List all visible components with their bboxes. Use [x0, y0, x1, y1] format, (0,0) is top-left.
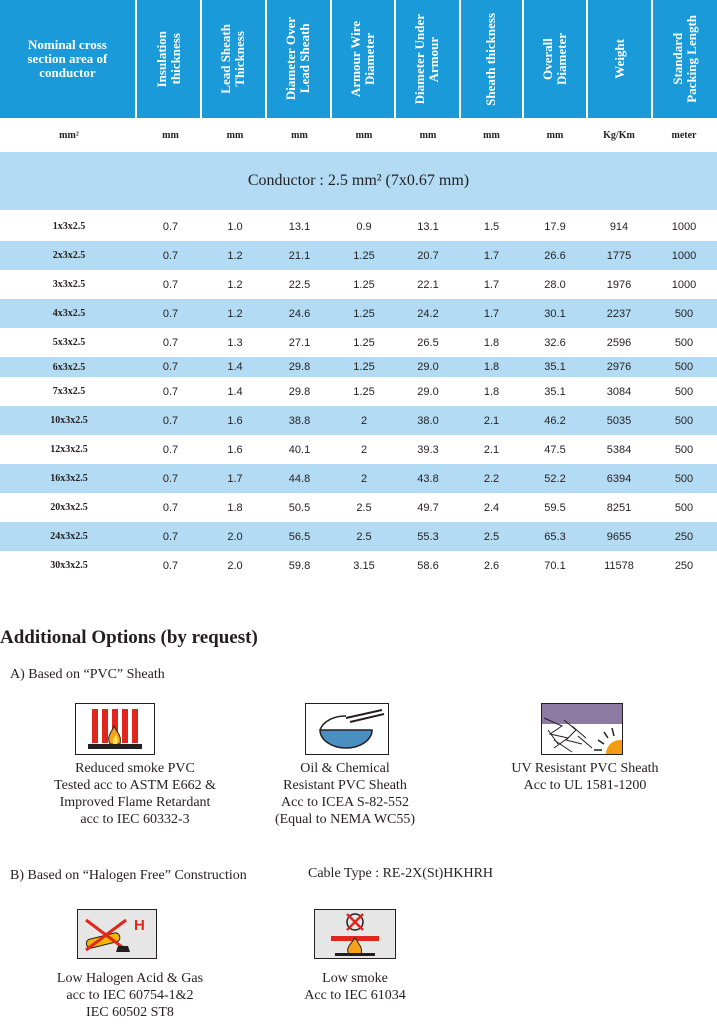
- table-cell: 250: [674, 530, 694, 543]
- oil-chemical-icon: [305, 703, 389, 755]
- table-cell: 2.4: [483, 501, 500, 514]
- table-row: [0, 377, 717, 406]
- hf-caption-1: Low Halogen Acid & Gas acc to IEC 60754-1&2 IEC 60502 ST8: [56, 971, 204, 1020]
- unit-cell: mm²: [59, 129, 79, 141]
- table-cell: 1.5: [483, 220, 500, 233]
- table-cell: 1.2: [227, 307, 243, 320]
- table-cell: 1.0: [227, 220, 243, 233]
- unit-cell: mm: [162, 129, 179, 141]
- table-cell: 1.25: [353, 307, 375, 320]
- table-row: [0, 270, 717, 299]
- table-cell: 38.8: [288, 414, 311, 427]
- table-cell: 2.5: [483, 530, 500, 543]
- table-cell: 58.6: [417, 559, 439, 572]
- table-cell: 2: [360, 472, 368, 485]
- units-row: [0, 118, 717, 152]
- table-cell: 49.7: [417, 501, 439, 514]
- table-cell: 2.0: [227, 559, 243, 572]
- table-row: [0, 328, 717, 357]
- table-cell: 1.4: [227, 385, 243, 398]
- row-label: 1x3x2.5: [52, 221, 86, 232]
- table-cell: 0.7: [162, 307, 179, 320]
- table-cell: 500: [674, 385, 694, 398]
- row-label: 2x3x2.5: [52, 250, 86, 261]
- table-cell: 6394: [606, 472, 632, 485]
- table-cell: 26.6: [544, 249, 566, 262]
- row-label: 16x3x2.5: [50, 473, 88, 484]
- table-cell: 500: [674, 443, 694, 456]
- cable-type: Cable Type : RE-2X(St)HKHRH: [308, 866, 494, 881]
- table-row: [0, 357, 717, 377]
- table-cell: 32.6: [544, 336, 566, 349]
- table-cell: 29.0: [417, 385, 439, 398]
- options-title: Additional Options (by request): [0, 627, 258, 648]
- table-cell: 0.7: [162, 443, 179, 456]
- table-cell: 29.0: [417, 361, 439, 373]
- table-cell: 500: [674, 472, 694, 485]
- table-cell: 2237: [606, 307, 632, 320]
- low-halogen-icon: [77, 909, 157, 959]
- hf-heading: B) Based on “Halogen Free” Construction: [10, 868, 247, 883]
- table-cell: 24.6: [288, 307, 311, 320]
- table-cell: 500: [674, 336, 694, 349]
- table-cell: 1.8: [483, 336, 500, 349]
- table-cell: 0.7: [162, 249, 179, 262]
- table-cell: 5035: [606, 414, 632, 427]
- table-cell: 2.5: [356, 501, 372, 514]
- table-cell: 1.2: [227, 249, 243, 262]
- table-row: [0, 299, 717, 328]
- table-cell: 0.7: [162, 472, 179, 485]
- table-cell: 1976: [606, 278, 632, 291]
- table-cell: 2.1: [483, 414, 500, 427]
- table-cell: 24.2: [417, 307, 439, 320]
- table-cell: 29.8: [288, 385, 311, 398]
- table-row: [0, 464, 717, 493]
- table-cell: 50.5: [288, 501, 311, 514]
- table-cell: 1.8: [483, 385, 500, 398]
- table-cell: 500: [674, 501, 694, 514]
- pvc-caption-3: UV Resistant PVC Sheath Acc to UL 1581-1200: [511, 761, 659, 793]
- table-cell: 20.7: [417, 249, 439, 262]
- table-cell: 1.7: [483, 249, 500, 262]
- table-cell: 2596: [606, 336, 632, 349]
- table-cell: 1.7: [227, 472, 243, 485]
- table-cell: 500: [674, 361, 694, 373]
- table-row: [0, 212, 717, 241]
- table-cell: 2.1: [483, 443, 500, 456]
- table-cell: 55.3: [417, 530, 439, 543]
- table-cell: 250: [674, 559, 694, 572]
- row-label: 4x3x2.5: [52, 308, 86, 319]
- table-cell: 2976: [606, 361, 632, 373]
- table-cell: 28.0: [544, 278, 566, 291]
- table-cell: 44.8: [288, 472, 311, 485]
- table-cell: 1.25: [353, 385, 375, 398]
- table-cell: 9655: [606, 530, 632, 543]
- table-cell: 3084: [606, 385, 632, 398]
- header-armour-wire-diameter: Armour Wire Diameter: [332, 0, 394, 118]
- row-label: 24x3x2.5: [50, 531, 88, 542]
- table-cell: 26.5: [417, 336, 439, 349]
- unit-cell: mm: [546, 129, 564, 141]
- table-row: [0, 435, 717, 464]
- table-body: [0, 212, 717, 580]
- table-cell: 29.8: [288, 361, 311, 373]
- row-label: 20x3x2.5: [50, 502, 88, 513]
- row-label: 12x3x2.5: [50, 444, 88, 455]
- table-cell: 500: [674, 414, 694, 427]
- header-lead-sheath-thickness: Lead Sheath Thickness: [202, 0, 264, 118]
- table-cell: 17.9: [544, 220, 566, 233]
- row-label: 5x3x2.5: [52, 337, 86, 348]
- table-cell: 1.6: [227, 414, 243, 427]
- table-cell: 0.7: [162, 385, 179, 398]
- unit-cell: mm: [291, 129, 308, 141]
- table-cell: 70.1: [544, 559, 566, 572]
- table-cell: 1.25: [353, 361, 375, 373]
- table-cell: 0.7: [162, 278, 179, 291]
- table-cell: 5384: [606, 443, 632, 456]
- table-row: [0, 241, 717, 270]
- table-cell: 2.6: [483, 559, 500, 572]
- table-cell: 56.5: [288, 530, 311, 543]
- low-smoke-icon: [314, 909, 396, 959]
- unit-cell: mm: [226, 129, 244, 141]
- flame-retardant-icon: [75, 703, 155, 755]
- table-cell: 0.7: [162, 220, 179, 233]
- table-header: [0, 0, 717, 118]
- header-nominal-cross-section: Nominal cross section area of conductor: [0, 0, 135, 118]
- table-cell: 0.9: [356, 220, 372, 233]
- table-cell: 2.5: [356, 530, 372, 543]
- table-row: [0, 493, 717, 522]
- table-cell: 35.1: [544, 361, 566, 373]
- table-cell: 500: [674, 307, 694, 320]
- uv-resistant-icon: [541, 703, 623, 755]
- table-cell: 1.25: [353, 278, 375, 291]
- table-cell: 35.1: [544, 385, 566, 398]
- unit-cell: Kg/Km: [603, 129, 635, 141]
- table-cell: 59.8: [288, 559, 311, 572]
- table-cell: 40.1: [288, 443, 311, 456]
- table-cell: 52.2: [544, 472, 566, 485]
- table-cell: 1000: [671, 249, 697, 262]
- unit-cell: mm: [355, 129, 373, 141]
- table-cell: 1775: [606, 249, 632, 262]
- table-cell: 1.8: [483, 361, 500, 373]
- table-cell: 47.5: [544, 443, 566, 456]
- table-cell: 2: [360, 443, 368, 456]
- table-cell: 0.7: [162, 559, 179, 572]
- table-cell: 13.1: [288, 220, 311, 233]
- table-cell: 39.3: [417, 443, 439, 456]
- pvc-caption-1: Reduced smoke PVC Tested acc to ASTM E662 & Improved Flame Retardant acc to IEC 60332-3: [54, 761, 216, 827]
- header-diameter-over-lead-sheath: Diameter Over Lead Sheath: [267, 0, 330, 118]
- table-cell: 1.25: [353, 249, 375, 262]
- header-diameter-under-armour: Diameter Under Armour: [396, 0, 458, 118]
- row-label: 6x3x2.5: [52, 361, 86, 373]
- table-cell: 0.7: [162, 336, 179, 349]
- table-cell: 2.0: [227, 530, 243, 543]
- table-cell: 59.5: [544, 501, 566, 514]
- table-cell: 46.2: [544, 414, 566, 427]
- table-cell: 1.4: [227, 361, 243, 373]
- table-cell: 2: [360, 414, 368, 427]
- header-standard-packing-length: Standard Packing Length: [653, 0, 717, 118]
- table-cell: 0.7: [162, 530, 179, 543]
- table-cell: 27.1: [288, 336, 311, 349]
- unit-cell: mm: [419, 129, 437, 141]
- table-cell: 30.1: [544, 307, 566, 320]
- table-cell: 1.3: [227, 336, 243, 349]
- table-cell: 43.8: [417, 472, 439, 485]
- header-overall-diameter: Overall Diameter: [524, 0, 586, 118]
- row-label: 30x3x2.5: [50, 560, 88, 571]
- table-row: [0, 551, 717, 580]
- hf-caption-2: Low smoke Acc to IEC 61034: [304, 971, 406, 1003]
- table-cell: 21.1: [288, 249, 311, 262]
- header-weight: Weight: [588, 0, 650, 118]
- table-row: [0, 522, 717, 551]
- pvc-heading: A) Based on “PVC” Sheath: [10, 667, 165, 682]
- table-cell: 22.1: [417, 278, 439, 291]
- conductor-band: [0, 152, 717, 210]
- header-sheath-thickness: Sheath thickness: [461, 0, 522, 118]
- halogen-badge: H: [134, 917, 145, 934]
- pvc-caption-2: Oil & Chemical Resistant PVC Sheath Acc to ICEA S-82-552 (Equal to NEMA WC55): [274, 761, 416, 827]
- table-cell: 0.7: [162, 501, 179, 514]
- table-cell: 0.7: [162, 414, 179, 427]
- unit-cell: meter: [671, 129, 697, 141]
- row-label: 3x3x2.5: [52, 279, 86, 290]
- conductor-label: Conductor : 2.5 mm² (7x0.67 mm): [247, 172, 470, 189]
- row-label: 7x3x2.5: [52, 386, 86, 397]
- table-cell: 3.15: [353, 559, 375, 572]
- table-cell: 1.7: [483, 307, 500, 320]
- table-cell: 11578: [604, 559, 634, 572]
- table-cell: 13.1: [417, 220, 439, 233]
- table-row: [0, 406, 717, 435]
- table-cell: 1.6: [227, 443, 243, 456]
- table-cell: 2.2: [483, 472, 500, 485]
- table-cell: 914: [609, 220, 629, 233]
- table-cell: 1.25: [353, 336, 375, 349]
- table-cell: 1000: [671, 220, 697, 233]
- table-cell: 8251: [606, 501, 632, 514]
- table-cell: 1.7: [483, 278, 500, 291]
- table-cell: 65.3: [544, 530, 566, 543]
- row-label: 10x3x2.5: [50, 415, 88, 426]
- table-cell: 1.8: [227, 501, 243, 514]
- table-cell: 1.2: [227, 278, 243, 291]
- header-insulation-thickness: Insulation thickness: [137, 0, 200, 118]
- table-cell: 0.7: [162, 361, 179, 373]
- table-cell: 1000: [671, 278, 697, 291]
- table-cell: 22.5: [288, 278, 311, 291]
- table-cell: 38.0: [417, 414, 439, 427]
- unit-cell: mm: [483, 129, 500, 141]
